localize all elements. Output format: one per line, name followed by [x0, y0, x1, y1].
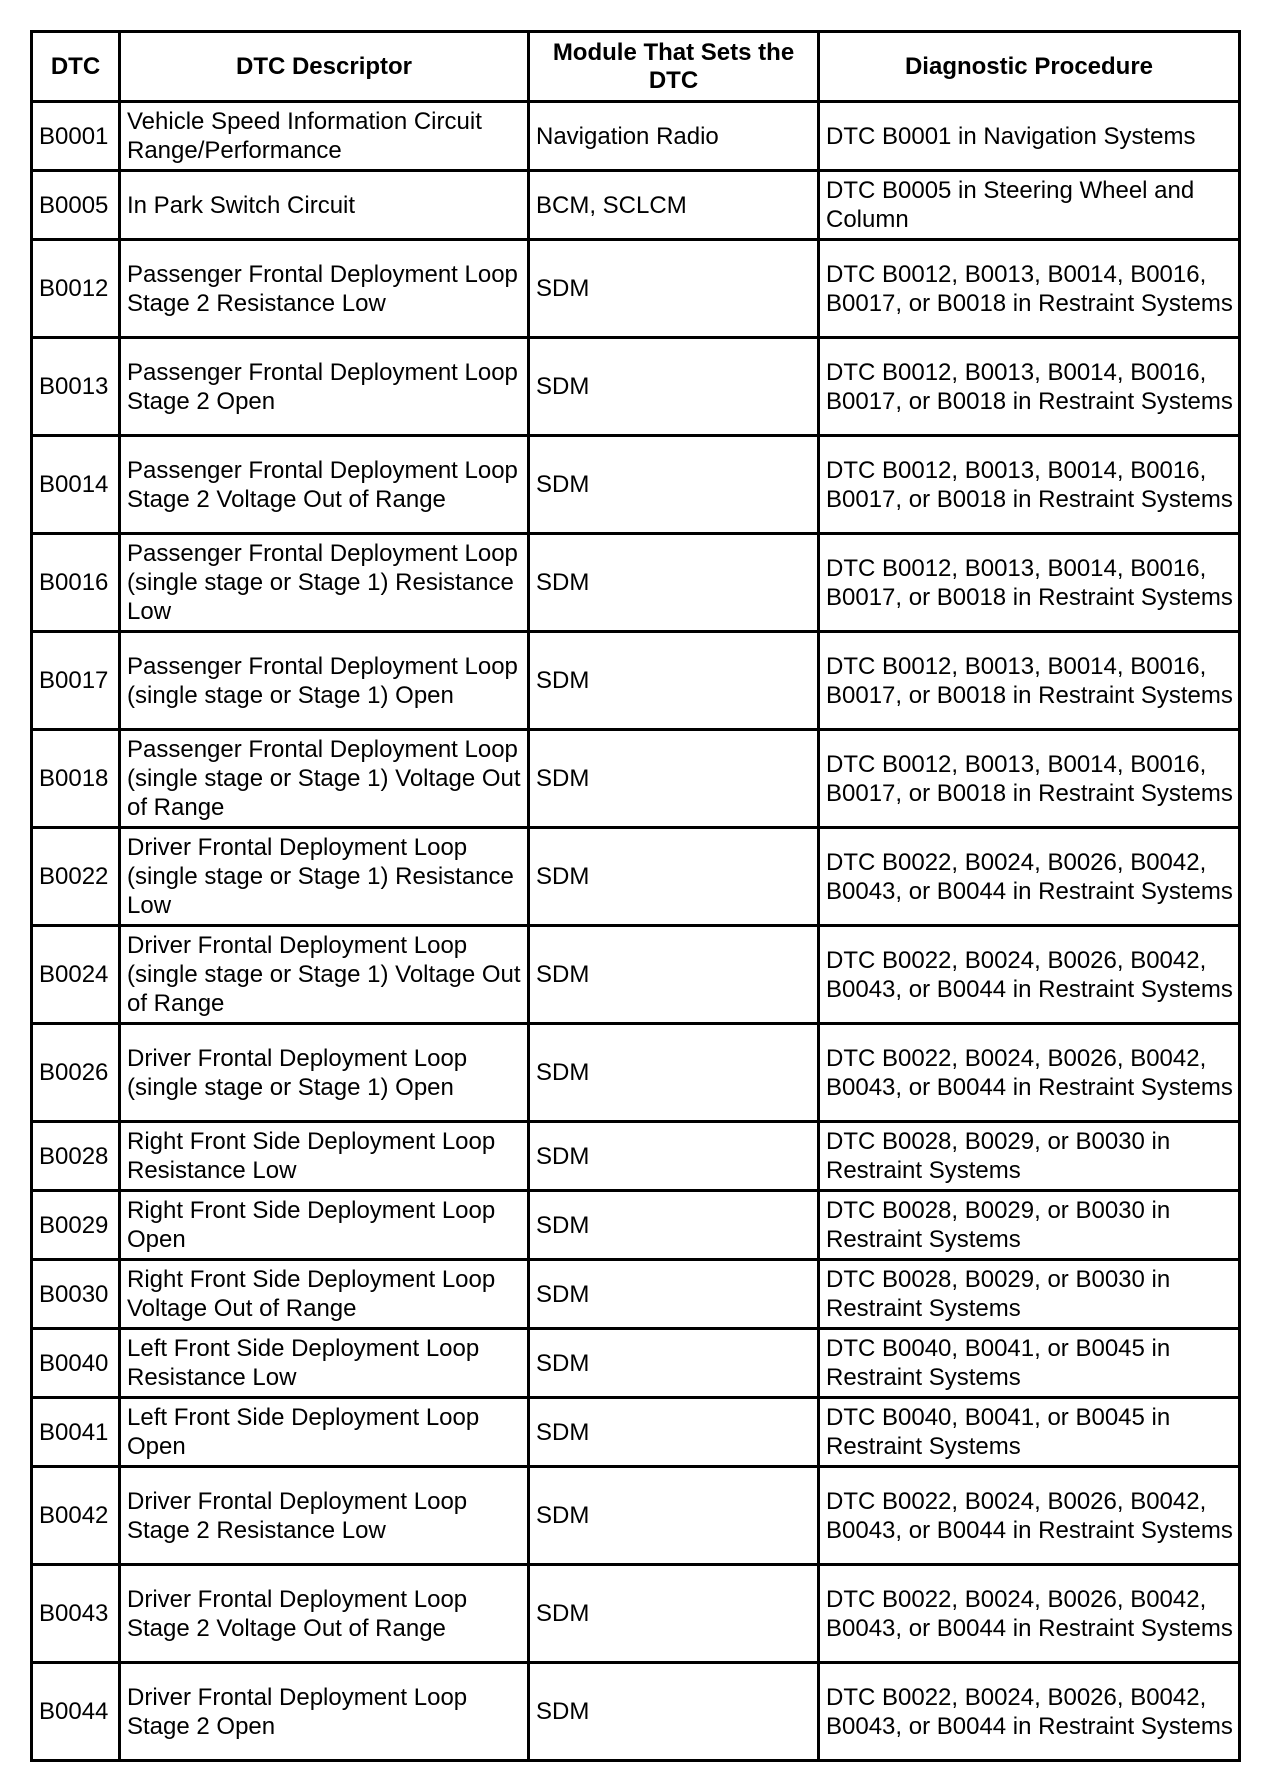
header-dtc: DTC [32, 32, 120, 102]
dtc-module: SDM [529, 338, 819, 436]
dtc-descriptor: Right Front Side Deployment Loop Resistance Low [120, 1122, 529, 1191]
table-row [32, 1329, 1240, 1398]
dtc-table [30, 30, 1241, 1762]
dtc-procedure: DTC B0022, B0024, B0026, B0042, B0043, or B0044 in Restraint Systems [819, 1467, 1240, 1565]
dtc-procedure: DTC B0012, B0013, B0014, B0016, B0017, or B0018 in Restraint Systems [819, 632, 1240, 730]
dtc-procedure: DTC B0028, B0029, or B0030 in Restraint Systems [819, 1122, 1240, 1191]
table-row [32, 1191, 1240, 1260]
dtc-procedure: DTC B0040, B0041, or B0045 in Restraint Systems [819, 1329, 1240, 1398]
dtc-code: B0013 [32, 338, 120, 436]
dtc-code: B0022 [32, 828, 120, 926]
dtc-procedure: DTC B0022, B0024, B0026, B0042, B0043, or B0044 in Restraint Systems [819, 828, 1240, 926]
dtc-code: B0029 [32, 1191, 120, 1260]
dtc-code: B0040 [32, 1329, 120, 1398]
dtc-descriptor: Passenger Frontal Deployment Loop Stage 2 Open [120, 338, 529, 436]
dtc-descriptor: Driver Frontal Deployment Loop (single stage or Stage 1) Voltage Out of Range [120, 926, 529, 1024]
dtc-descriptor: Left Front Side Deployment Loop Resistance Low [120, 1329, 529, 1398]
dtc-module: SDM [529, 1024, 819, 1122]
dtc-module: SDM [529, 1122, 819, 1191]
dtc-module: SDM [529, 828, 819, 926]
table-row [32, 1260, 1240, 1329]
dtc-procedure: DTC B0022, B0024, B0026, B0042, B0043, or B0044 in Restraint Systems [819, 1663, 1240, 1761]
dtc-code: B0043 [32, 1565, 120, 1663]
dtc-module: Navigation Radio [529, 102, 819, 171]
dtc-module: SDM [529, 240, 819, 338]
dtc-procedure: DTC B0022, B0024, B0026, B0042, B0043, or B0044 in Restraint Systems [819, 1565, 1240, 1663]
table-row [32, 436, 1240, 534]
dtc-procedure: DTC B0040, B0041, or B0045 in Restraint Systems [819, 1398, 1240, 1467]
table-row [32, 1565, 1240, 1663]
dtc-descriptor: Passenger Frontal Deployment Loop Stage 2 Voltage Out of Range [120, 436, 529, 534]
table-row [32, 240, 1240, 338]
dtc-procedure: DTC B0001 in Navigation Systems [819, 102, 1240, 171]
dtc-descriptor: Vehicle Speed Information Circuit Range/Performance [120, 102, 529, 171]
table-body [32, 102, 1240, 1761]
dtc-descriptor: Passenger Frontal Deployment Loop Stage 2 Resistance Low [120, 240, 529, 338]
dtc-procedure: DTC B0028, B0029, or B0030 in Restraint Systems [819, 1260, 1240, 1329]
table-row [32, 1024, 1240, 1122]
table-row [32, 926, 1240, 1024]
table-row [32, 632, 1240, 730]
dtc-module: SDM [529, 1191, 819, 1260]
dtc-descriptor: Right Front Side Deployment Loop Open [120, 1191, 529, 1260]
dtc-module: SDM [529, 1260, 819, 1329]
dtc-code: B0012 [32, 240, 120, 338]
table-row [32, 534, 1240, 632]
table-header-row [32, 32, 1240, 102]
dtc-module: SDM [529, 1398, 819, 1467]
dtc-descriptor: Passenger Frontal Deployment Loop (single stage or Stage 1) Resistance Low [120, 534, 529, 632]
dtc-code: B0028 [32, 1122, 120, 1191]
dtc-code: B0024 [32, 926, 120, 1024]
table-row [32, 102, 1240, 171]
dtc-descriptor: In Park Switch Circuit [120, 171, 529, 240]
dtc-code: B0017 [32, 632, 120, 730]
dtc-module: SDM [529, 1565, 819, 1663]
dtc-module: SDM [529, 1467, 819, 1565]
dtc-module: SDM [529, 926, 819, 1024]
dtc-code: B0005 [32, 171, 120, 240]
header-dtc-descriptor: DTC Descriptor [120, 32, 529, 102]
dtc-procedure: DTC B0012, B0013, B0014, B0016, B0017, or B0018 in Restraint Systems [819, 338, 1240, 436]
dtc-module: SDM [529, 534, 819, 632]
dtc-module: SDM [529, 1663, 819, 1761]
dtc-code: B0018 [32, 730, 120, 828]
table-row [32, 1122, 1240, 1191]
table-row [32, 171, 1240, 240]
dtc-descriptor: Driver Frontal Deployment Loop Stage 2 Open [120, 1663, 529, 1761]
table-row [32, 828, 1240, 926]
dtc-procedure: DTC B0012, B0013, B0014, B0016, B0017, or B0018 in Restraint Systems [819, 436, 1240, 534]
dtc-procedure: DTC B0012, B0013, B0014, B0016, B0017, or B0018 in Restraint Systems [819, 730, 1240, 828]
dtc-procedure: DTC B0028, B0029, or B0030 in Restraint Systems [819, 1191, 1240, 1260]
dtc-code: B0026 [32, 1024, 120, 1122]
dtc-descriptor: Passenger Frontal Deployment Loop (single stage or Stage 1) Voltage Out of Range [120, 730, 529, 828]
dtc-module: SDM [529, 730, 819, 828]
table-row [32, 1663, 1240, 1761]
dtc-procedure: DTC B0012, B0013, B0014, B0016, B0017, or B0018 in Restraint Systems [819, 240, 1240, 338]
dtc-procedure: DTC B0022, B0024, B0026, B0042, B0043, or B0044 in Restraint Systems [819, 1024, 1240, 1122]
dtc-module: SDM [529, 436, 819, 534]
dtc-descriptor: Passenger Frontal Deployment Loop (single stage or Stage 1) Open [120, 632, 529, 730]
dtc-code: B0014 [32, 436, 120, 534]
dtc-code: B0001 [32, 102, 120, 171]
dtc-descriptor: Driver Frontal Deployment Loop (single stage or Stage 1) Open [120, 1024, 529, 1122]
dtc-descriptor: Driver Frontal Deployment Loop (single stage or Stage 1) Resistance Low [120, 828, 529, 926]
dtc-procedure: DTC B0012, B0013, B0014, B0016, B0017, or B0018 in Restraint Systems [819, 534, 1240, 632]
table-row [32, 730, 1240, 828]
table-row [32, 1398, 1240, 1467]
header-module: Module That Sets the DTC [529, 32, 819, 102]
dtc-procedure: DTC B0022, B0024, B0026, B0042, B0043, or B0044 in Restraint Systems [819, 926, 1240, 1024]
dtc-code: B0041 [32, 1398, 120, 1467]
dtc-descriptor: Driver Frontal Deployment Loop Stage 2 Resistance Low [120, 1467, 529, 1565]
dtc-descriptor: Driver Frontal Deployment Loop Stage 2 Voltage Out of Range [120, 1565, 529, 1663]
dtc-code: B0044 [32, 1663, 120, 1761]
dtc-descriptor: Right Front Side Deployment Loop Voltage Out of Range [120, 1260, 529, 1329]
table-row [32, 338, 1240, 436]
dtc-module: BCM, SCLCM [529, 171, 819, 240]
dtc-module: SDM [529, 632, 819, 730]
dtc-code: B0016 [32, 534, 120, 632]
dtc-code: B0030 [32, 1260, 120, 1329]
dtc-module: SDM [529, 1329, 819, 1398]
table-row [32, 1467, 1240, 1565]
header-diagnostic-procedure: Diagnostic Procedure [819, 32, 1240, 102]
dtc-procedure: DTC B0005 in Steering Wheel and Column [819, 171, 1240, 240]
dtc-code: B0042 [32, 1467, 120, 1565]
dtc-descriptor: Left Front Side Deployment Loop Open [120, 1398, 529, 1467]
